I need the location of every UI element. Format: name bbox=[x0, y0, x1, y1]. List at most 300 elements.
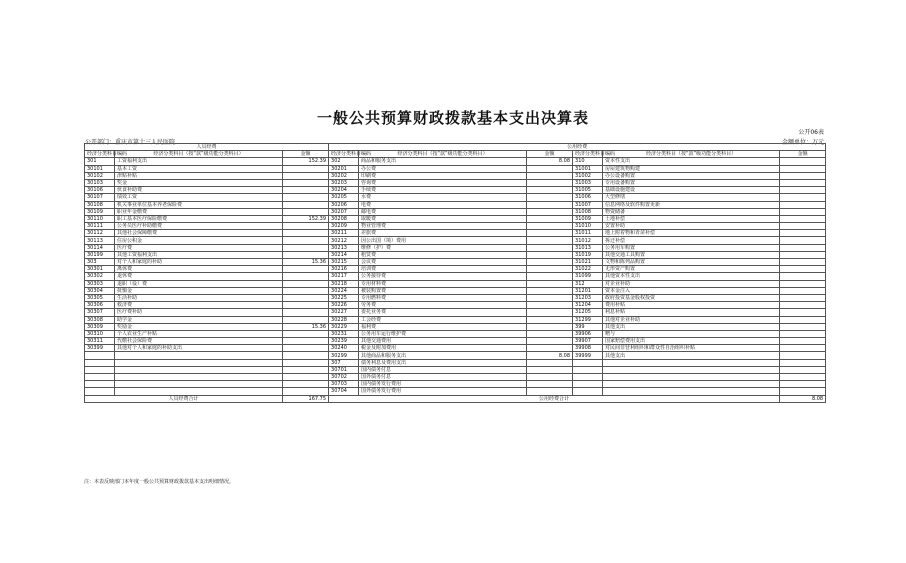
cell-amount: 152.39 bbox=[283, 158, 329, 165]
cell-code: 30229 bbox=[329, 323, 359, 330]
cell-name: 费用补贴 bbox=[603, 302, 780, 309]
cell-amount bbox=[527, 251, 573, 258]
cell-amount bbox=[780, 381, 826, 388]
cell-amount bbox=[527, 323, 573, 330]
cell-code: 30306 bbox=[85, 302, 115, 309]
cell-amount bbox=[780, 359, 826, 366]
cell-name: 其他商品和服务支出 bbox=[359, 352, 527, 359]
cell-amount bbox=[780, 230, 826, 237]
cell-amount bbox=[780, 294, 826, 301]
table-row bbox=[85, 338, 826, 345]
cell-name: 文物和陈列品购置 bbox=[603, 259, 780, 266]
cell-amount bbox=[527, 280, 573, 287]
cell-name: 债务利息及费用支出 bbox=[359, 359, 527, 366]
cell-name: 对民间非营利组织和群众性自治组织补贴 bbox=[603, 345, 780, 352]
cell-code: 31205 bbox=[573, 309, 603, 316]
cell-amount bbox=[283, 330, 329, 337]
cell-amount bbox=[283, 201, 329, 208]
cell-name: 福利费 bbox=[359, 323, 527, 330]
cell-name: 印刷费 bbox=[359, 172, 527, 179]
table-row bbox=[85, 201, 826, 208]
cell-name: 职工基本医疗保险缴费 bbox=[115, 215, 283, 222]
cell-name bbox=[603, 388, 780, 395]
cell-amount bbox=[283, 309, 329, 316]
cell-name: 邮电费 bbox=[359, 208, 527, 215]
cell-code: 31009 bbox=[573, 215, 603, 222]
personnel-total-label: 人员经费合计 bbox=[85, 395, 283, 402]
cell-name: 医疗费 bbox=[115, 244, 283, 251]
cell-code: 30108 bbox=[85, 201, 115, 208]
cell-name: 职业年金缴费 bbox=[115, 208, 283, 215]
cell-name: 水费 bbox=[359, 194, 527, 201]
cell-name: 国内债务付息 bbox=[359, 366, 527, 373]
cell-code: 30110 bbox=[85, 215, 115, 222]
cell-amount bbox=[527, 359, 573, 366]
cell-name: 政府投资基金股权投资 bbox=[603, 294, 780, 301]
cell-name: 专用设备购置 bbox=[603, 179, 780, 186]
cell-name: 其他支出 bbox=[603, 323, 780, 330]
cell-name bbox=[115, 359, 283, 366]
cell-name: 电费 bbox=[359, 201, 527, 208]
cell-code: 31003 bbox=[573, 179, 603, 186]
cell-code: 30101 bbox=[85, 165, 115, 172]
cell-amount bbox=[283, 374, 329, 381]
cell-amount bbox=[780, 309, 826, 316]
cell-name: 抚恤金 bbox=[115, 287, 283, 294]
cell-name bbox=[115, 374, 283, 381]
cell-name: 绩效工资 bbox=[115, 194, 283, 201]
cell-amount bbox=[780, 237, 826, 244]
cell-name: 国家赔偿费用支出 bbox=[603, 338, 780, 345]
cell-name: 奖励金 bbox=[115, 323, 283, 330]
cell-code: 30213 bbox=[329, 244, 359, 251]
table-row bbox=[85, 179, 826, 186]
cell-amount bbox=[527, 388, 573, 395]
personnel-header: 人员经费 bbox=[85, 144, 329, 151]
table-row bbox=[85, 208, 826, 215]
cell-name: 地上附着物和青苗补偿 bbox=[603, 230, 780, 237]
cell-code: 30299 bbox=[329, 352, 359, 359]
cell-code: 39906 bbox=[573, 330, 603, 337]
cell-code: 30202 bbox=[329, 172, 359, 179]
cell-name: 资本金注入 bbox=[603, 287, 780, 294]
cell-amount bbox=[780, 259, 826, 266]
table-row bbox=[85, 359, 826, 366]
cell-amount bbox=[780, 388, 826, 395]
cell-code bbox=[85, 352, 115, 359]
cell-code: 30205 bbox=[329, 194, 359, 201]
cell-name bbox=[115, 366, 283, 373]
table-row bbox=[85, 366, 826, 373]
cell-amount bbox=[283, 194, 329, 201]
cell-name: 专用材料费 bbox=[359, 280, 527, 287]
cell-name: 工会经费 bbox=[359, 316, 527, 323]
table-row bbox=[85, 381, 826, 388]
cell-amount bbox=[780, 223, 826, 230]
cell-amount bbox=[780, 366, 826, 373]
cell-amount bbox=[780, 244, 826, 251]
cell-name: 会议费 bbox=[359, 259, 527, 266]
cell-amount bbox=[283, 165, 329, 172]
cell-code: 31008 bbox=[573, 208, 603, 215]
col-amount-header: 金额 bbox=[527, 151, 573, 158]
cell-code: 31007 bbox=[573, 201, 603, 208]
cell-name: 差旅费 bbox=[359, 230, 527, 237]
cell-name: 生活补助 bbox=[115, 294, 283, 301]
cell-code: 30399 bbox=[85, 345, 115, 352]
cell-name: 其他对个人和家庭的补助支出 bbox=[115, 345, 283, 352]
cell-amount bbox=[283, 381, 329, 388]
cell-code: 30225 bbox=[329, 294, 359, 301]
table-row bbox=[85, 309, 826, 316]
table-row bbox=[85, 266, 826, 273]
cell-code: 30203 bbox=[329, 179, 359, 186]
cell-code: 31021 bbox=[573, 259, 603, 266]
cell-code: 30207 bbox=[329, 208, 359, 215]
table-row bbox=[85, 302, 826, 309]
cell-amount bbox=[527, 215, 573, 222]
page-title: 一般公共预算财政拨款基本支出决算表 bbox=[316, 109, 589, 127]
public-total-value: 8.08 bbox=[780, 395, 826, 402]
public-header: 公用经费 bbox=[329, 144, 826, 151]
cell-name: 伙食补助费 bbox=[115, 187, 283, 194]
cell-name: 委托业务费 bbox=[359, 309, 527, 316]
cell-code: 31204 bbox=[573, 302, 603, 309]
cell-amount bbox=[780, 172, 826, 179]
cell-amount bbox=[283, 302, 329, 309]
cell-amount: 15.36 bbox=[283, 323, 329, 330]
cell-amount: 8.08 bbox=[527, 352, 573, 359]
cell-amount bbox=[283, 208, 329, 215]
footnote: 注：本表反映部门本年度一般公共预算财政拨款基本支出明细情况。 bbox=[84, 479, 235, 485]
cell-code: 30226 bbox=[329, 302, 359, 309]
cell-amount bbox=[283, 251, 329, 258]
department-label: 公开部门：重庆市第十三人民医院 bbox=[85, 139, 176, 146]
cell-code: 30211 bbox=[329, 230, 359, 237]
cell-name: 劳务费 bbox=[359, 302, 527, 309]
cell-amount bbox=[527, 309, 573, 316]
cell-amount bbox=[527, 294, 573, 301]
cell-amount bbox=[527, 244, 573, 251]
cell-amount bbox=[283, 366, 329, 373]
cell-code: 30113 bbox=[85, 237, 115, 244]
table-row bbox=[85, 158, 826, 165]
cell-name: 办公费 bbox=[359, 165, 527, 172]
cell-amount bbox=[780, 251, 826, 258]
cell-code: 31019 bbox=[573, 251, 603, 258]
cell-amount bbox=[527, 316, 573, 323]
cell-amount bbox=[527, 187, 573, 194]
cell-code: 303 bbox=[85, 259, 115, 266]
cell-code: 39907 bbox=[573, 338, 603, 345]
cell-name bbox=[115, 388, 283, 395]
cell-amount bbox=[780, 194, 826, 201]
cell-code: 30114 bbox=[85, 244, 115, 251]
cell-code: 31099 bbox=[573, 273, 603, 280]
cell-code: 31022 bbox=[573, 266, 603, 273]
cell-code bbox=[85, 381, 115, 388]
cell-amount bbox=[283, 345, 329, 352]
cell-amount: 15.36 bbox=[283, 259, 329, 266]
cell-amount bbox=[283, 352, 329, 359]
cell-name bbox=[603, 366, 780, 373]
cell-amount bbox=[780, 273, 826, 280]
cell-amount bbox=[283, 187, 329, 194]
cell-code: 30217 bbox=[329, 273, 359, 280]
cell-name: 其他交通工具购置 bbox=[603, 251, 780, 258]
table-row bbox=[85, 323, 826, 330]
cell-amount bbox=[283, 172, 329, 179]
cell-amount bbox=[283, 273, 329, 280]
cell-amount bbox=[527, 230, 573, 237]
cell-name: 培训费 bbox=[359, 266, 527, 273]
table-row bbox=[85, 345, 826, 352]
cell-name: 无形资产购置 bbox=[603, 266, 780, 273]
cell-name: 退职（役）费 bbox=[115, 280, 283, 287]
public-total-label: 公用经费合计 bbox=[329, 395, 780, 402]
cell-name: 大型修缮 bbox=[603, 194, 780, 201]
cell-name: 住房公积金 bbox=[115, 237, 283, 244]
cell-amount: 8.08 bbox=[527, 158, 573, 165]
cell-code bbox=[573, 388, 603, 395]
cell-amount bbox=[780, 316, 826, 323]
cell-code: 312 bbox=[573, 280, 603, 287]
cell-name: 因公出国（境）费用 bbox=[359, 237, 527, 244]
cell-amount bbox=[780, 287, 826, 294]
table-row bbox=[85, 280, 826, 287]
cell-amount bbox=[527, 302, 573, 309]
cell-amount bbox=[780, 165, 826, 172]
cell-code: 30308 bbox=[85, 316, 115, 323]
cell-name: 救济费 bbox=[115, 302, 283, 309]
cell-code: 30231 bbox=[329, 330, 359, 337]
cell-name: 退休费 bbox=[115, 273, 283, 280]
cell-code bbox=[85, 359, 115, 366]
cell-code: 30107 bbox=[85, 194, 115, 201]
cell-code: 30704 bbox=[329, 388, 359, 395]
table-row bbox=[85, 215, 826, 222]
table-row bbox=[85, 223, 826, 230]
cell-name: 专用燃料费 bbox=[359, 294, 527, 301]
cell-amount bbox=[527, 201, 573, 208]
cell-name: 维修（护）费 bbox=[359, 244, 527, 251]
col-code-header: 经济分类科目编码 bbox=[573, 151, 603, 158]
cell-amount bbox=[527, 330, 573, 337]
cell-code: 31203 bbox=[573, 294, 603, 301]
cell-name: 其他交通费用 bbox=[359, 338, 527, 345]
cell-name: 机关事业单位基本养老保险费 bbox=[115, 201, 283, 208]
cell-code bbox=[573, 374, 603, 381]
cell-code: 30214 bbox=[329, 251, 359, 258]
cell-name: 信息网络及软件购置更新 bbox=[603, 201, 780, 208]
cell-amount bbox=[527, 273, 573, 280]
cell-code: 31012 bbox=[573, 237, 603, 244]
cell-amount bbox=[780, 266, 826, 273]
cell-name: 被装购置费 bbox=[359, 287, 527, 294]
cell-code: 310 bbox=[573, 158, 603, 165]
cell-code bbox=[573, 381, 603, 388]
cell-amount: 152.39 bbox=[283, 215, 329, 222]
cell-amount bbox=[527, 287, 573, 294]
cell-name: 赠与 bbox=[603, 330, 780, 337]
cell-code: 30302 bbox=[85, 273, 115, 280]
cell-code: 30227 bbox=[329, 309, 359, 316]
table-row bbox=[85, 251, 826, 258]
cell-code: 30201 bbox=[329, 165, 359, 172]
cell-name: 基本工资 bbox=[115, 165, 283, 172]
cell-name: 工资福利支出 bbox=[115, 158, 283, 165]
cell-name: 公务接待费 bbox=[359, 273, 527, 280]
cell-amount bbox=[527, 172, 573, 179]
cell-amount bbox=[283, 230, 329, 237]
cell-code: 30109 bbox=[85, 208, 115, 215]
cell-code: 30239 bbox=[329, 338, 359, 345]
table-row bbox=[85, 374, 826, 381]
cell-code: 30208 bbox=[329, 215, 359, 222]
cell-code: 30304 bbox=[85, 287, 115, 294]
cell-name: 津贴补贴 bbox=[115, 172, 283, 179]
cell-amount bbox=[283, 338, 329, 345]
cell-code: 31201 bbox=[573, 287, 603, 294]
cell-code: 39999 bbox=[573, 352, 603, 359]
expenditure-table bbox=[84, 143, 826, 403]
cell-code: 30301 bbox=[85, 266, 115, 273]
cell-code: 30106 bbox=[85, 187, 115, 194]
cell-name: 公务用车运行维护费 bbox=[359, 330, 527, 337]
cell-amount bbox=[527, 165, 573, 172]
cell-code: 30305 bbox=[85, 294, 115, 301]
cell-name: 办公设备购置 bbox=[603, 172, 780, 179]
cell-amount bbox=[780, 352, 826, 359]
cell-code: 30204 bbox=[329, 187, 359, 194]
cell-name: 房屋建筑物购建 bbox=[603, 165, 780, 172]
cell-amount bbox=[780, 330, 826, 337]
cell-name: 其他工资福利支出 bbox=[115, 251, 283, 258]
col-name-header: 经济分类科目（按“款”级功能分类科目） bbox=[603, 151, 780, 158]
cell-name: 公务用车购置 bbox=[603, 244, 780, 251]
cell-code: 31010 bbox=[573, 223, 603, 230]
cell-amount bbox=[283, 287, 329, 294]
cell-code bbox=[85, 374, 115, 381]
cell-code: 30701 bbox=[329, 366, 359, 373]
cell-code: 39908 bbox=[573, 345, 603, 352]
cell-amount bbox=[780, 374, 826, 381]
table-row bbox=[85, 294, 826, 301]
cell-amount bbox=[283, 294, 329, 301]
col-name-header: 经济分类科目（按“款”级功能分类科目） bbox=[115, 151, 283, 158]
cell-name: 税金及附加费用 bbox=[359, 345, 527, 352]
cell-name: 其他资本性支出 bbox=[603, 273, 780, 280]
cell-amount bbox=[780, 208, 826, 215]
cell-code: 30303 bbox=[85, 280, 115, 287]
cell-amount bbox=[283, 316, 329, 323]
cell-code: 31013 bbox=[573, 244, 603, 251]
cell-amount bbox=[527, 338, 573, 345]
cell-amount bbox=[283, 388, 329, 395]
cell-amount bbox=[283, 359, 329, 366]
cell-name: 物业管理费 bbox=[359, 223, 527, 230]
cell-code: 399 bbox=[573, 323, 603, 330]
cell-amount bbox=[780, 187, 826, 194]
table-row bbox=[85, 352, 826, 359]
cell-name: 奖金 bbox=[115, 179, 283, 186]
table-row bbox=[85, 187, 826, 194]
cell-amount bbox=[283, 237, 329, 244]
cell-code: 30111 bbox=[85, 223, 115, 230]
cell-name: 商品和服务支出 bbox=[359, 158, 527, 165]
cell-name: 个人农业生产补贴 bbox=[115, 330, 283, 337]
cell-amount bbox=[780, 215, 826, 222]
cell-code: 30212 bbox=[329, 237, 359, 244]
cell-name: 代缴社会保险费 bbox=[115, 338, 283, 345]
cell-code: 31005 bbox=[573, 187, 603, 194]
cell-name: 对企业补助 bbox=[603, 280, 780, 287]
cell-amount bbox=[527, 366, 573, 373]
cell-code: 30216 bbox=[329, 266, 359, 273]
cell-amount bbox=[527, 345, 573, 352]
cell-name: 拆迁补偿 bbox=[603, 237, 780, 244]
cell-code: 30228 bbox=[329, 316, 359, 323]
cell-code: 31001 bbox=[573, 165, 603, 172]
cell-name: 助学金 bbox=[115, 316, 283, 323]
cell-name: 利息补贴 bbox=[603, 309, 780, 316]
cell-amount bbox=[527, 381, 573, 388]
cell-code: 31002 bbox=[573, 172, 603, 179]
col-amount-header: 金额 bbox=[780, 151, 826, 158]
cell-amount bbox=[780, 323, 826, 330]
cell-name: 对个人和家庭的补助 bbox=[115, 259, 283, 266]
table-code: 公开06表 bbox=[798, 129, 824, 136]
cell-code: 30703 bbox=[329, 381, 359, 388]
cell-name: 咨询费 bbox=[359, 179, 527, 186]
cell-name bbox=[603, 359, 780, 366]
cell-name: 公务员医疗补助缴费 bbox=[115, 223, 283, 230]
cell-amount bbox=[527, 208, 573, 215]
cell-amount bbox=[527, 237, 573, 244]
cell-name bbox=[115, 352, 283, 359]
cell-amount bbox=[283, 179, 329, 186]
cell-code: 30102 bbox=[85, 172, 115, 179]
cell-name: 手续费 bbox=[359, 187, 527, 194]
table-row bbox=[85, 388, 826, 395]
cell-code: 31299 bbox=[573, 316, 603, 323]
cell-amount bbox=[527, 266, 573, 273]
table-row bbox=[85, 330, 826, 337]
cell-amount bbox=[780, 302, 826, 309]
cell-name: 取暖费 bbox=[359, 215, 527, 222]
cell-amount bbox=[283, 280, 329, 287]
col-code-header: 经济分类科目编码 bbox=[85, 151, 115, 158]
cell-code: 30702 bbox=[329, 374, 359, 381]
cell-amount bbox=[780, 338, 826, 345]
cell-code: 30218 bbox=[329, 280, 359, 287]
cell-name bbox=[603, 374, 780, 381]
table-row bbox=[85, 287, 826, 294]
cell-code: 30206 bbox=[329, 201, 359, 208]
cell-code: 31006 bbox=[573, 194, 603, 201]
cell-code: 31011 bbox=[573, 230, 603, 237]
cell-name: 其他支出 bbox=[603, 352, 780, 359]
cell-code: 30209 bbox=[329, 223, 359, 230]
cell-name: 其他社会保障缴费 bbox=[115, 230, 283, 237]
cell-amount bbox=[780, 345, 826, 352]
cell-amount bbox=[283, 244, 329, 251]
cell-amount bbox=[527, 374, 573, 381]
cell-code bbox=[573, 366, 603, 373]
cell-code bbox=[85, 366, 115, 373]
cell-amount bbox=[780, 280, 826, 287]
cell-code: 30311 bbox=[85, 338, 115, 345]
